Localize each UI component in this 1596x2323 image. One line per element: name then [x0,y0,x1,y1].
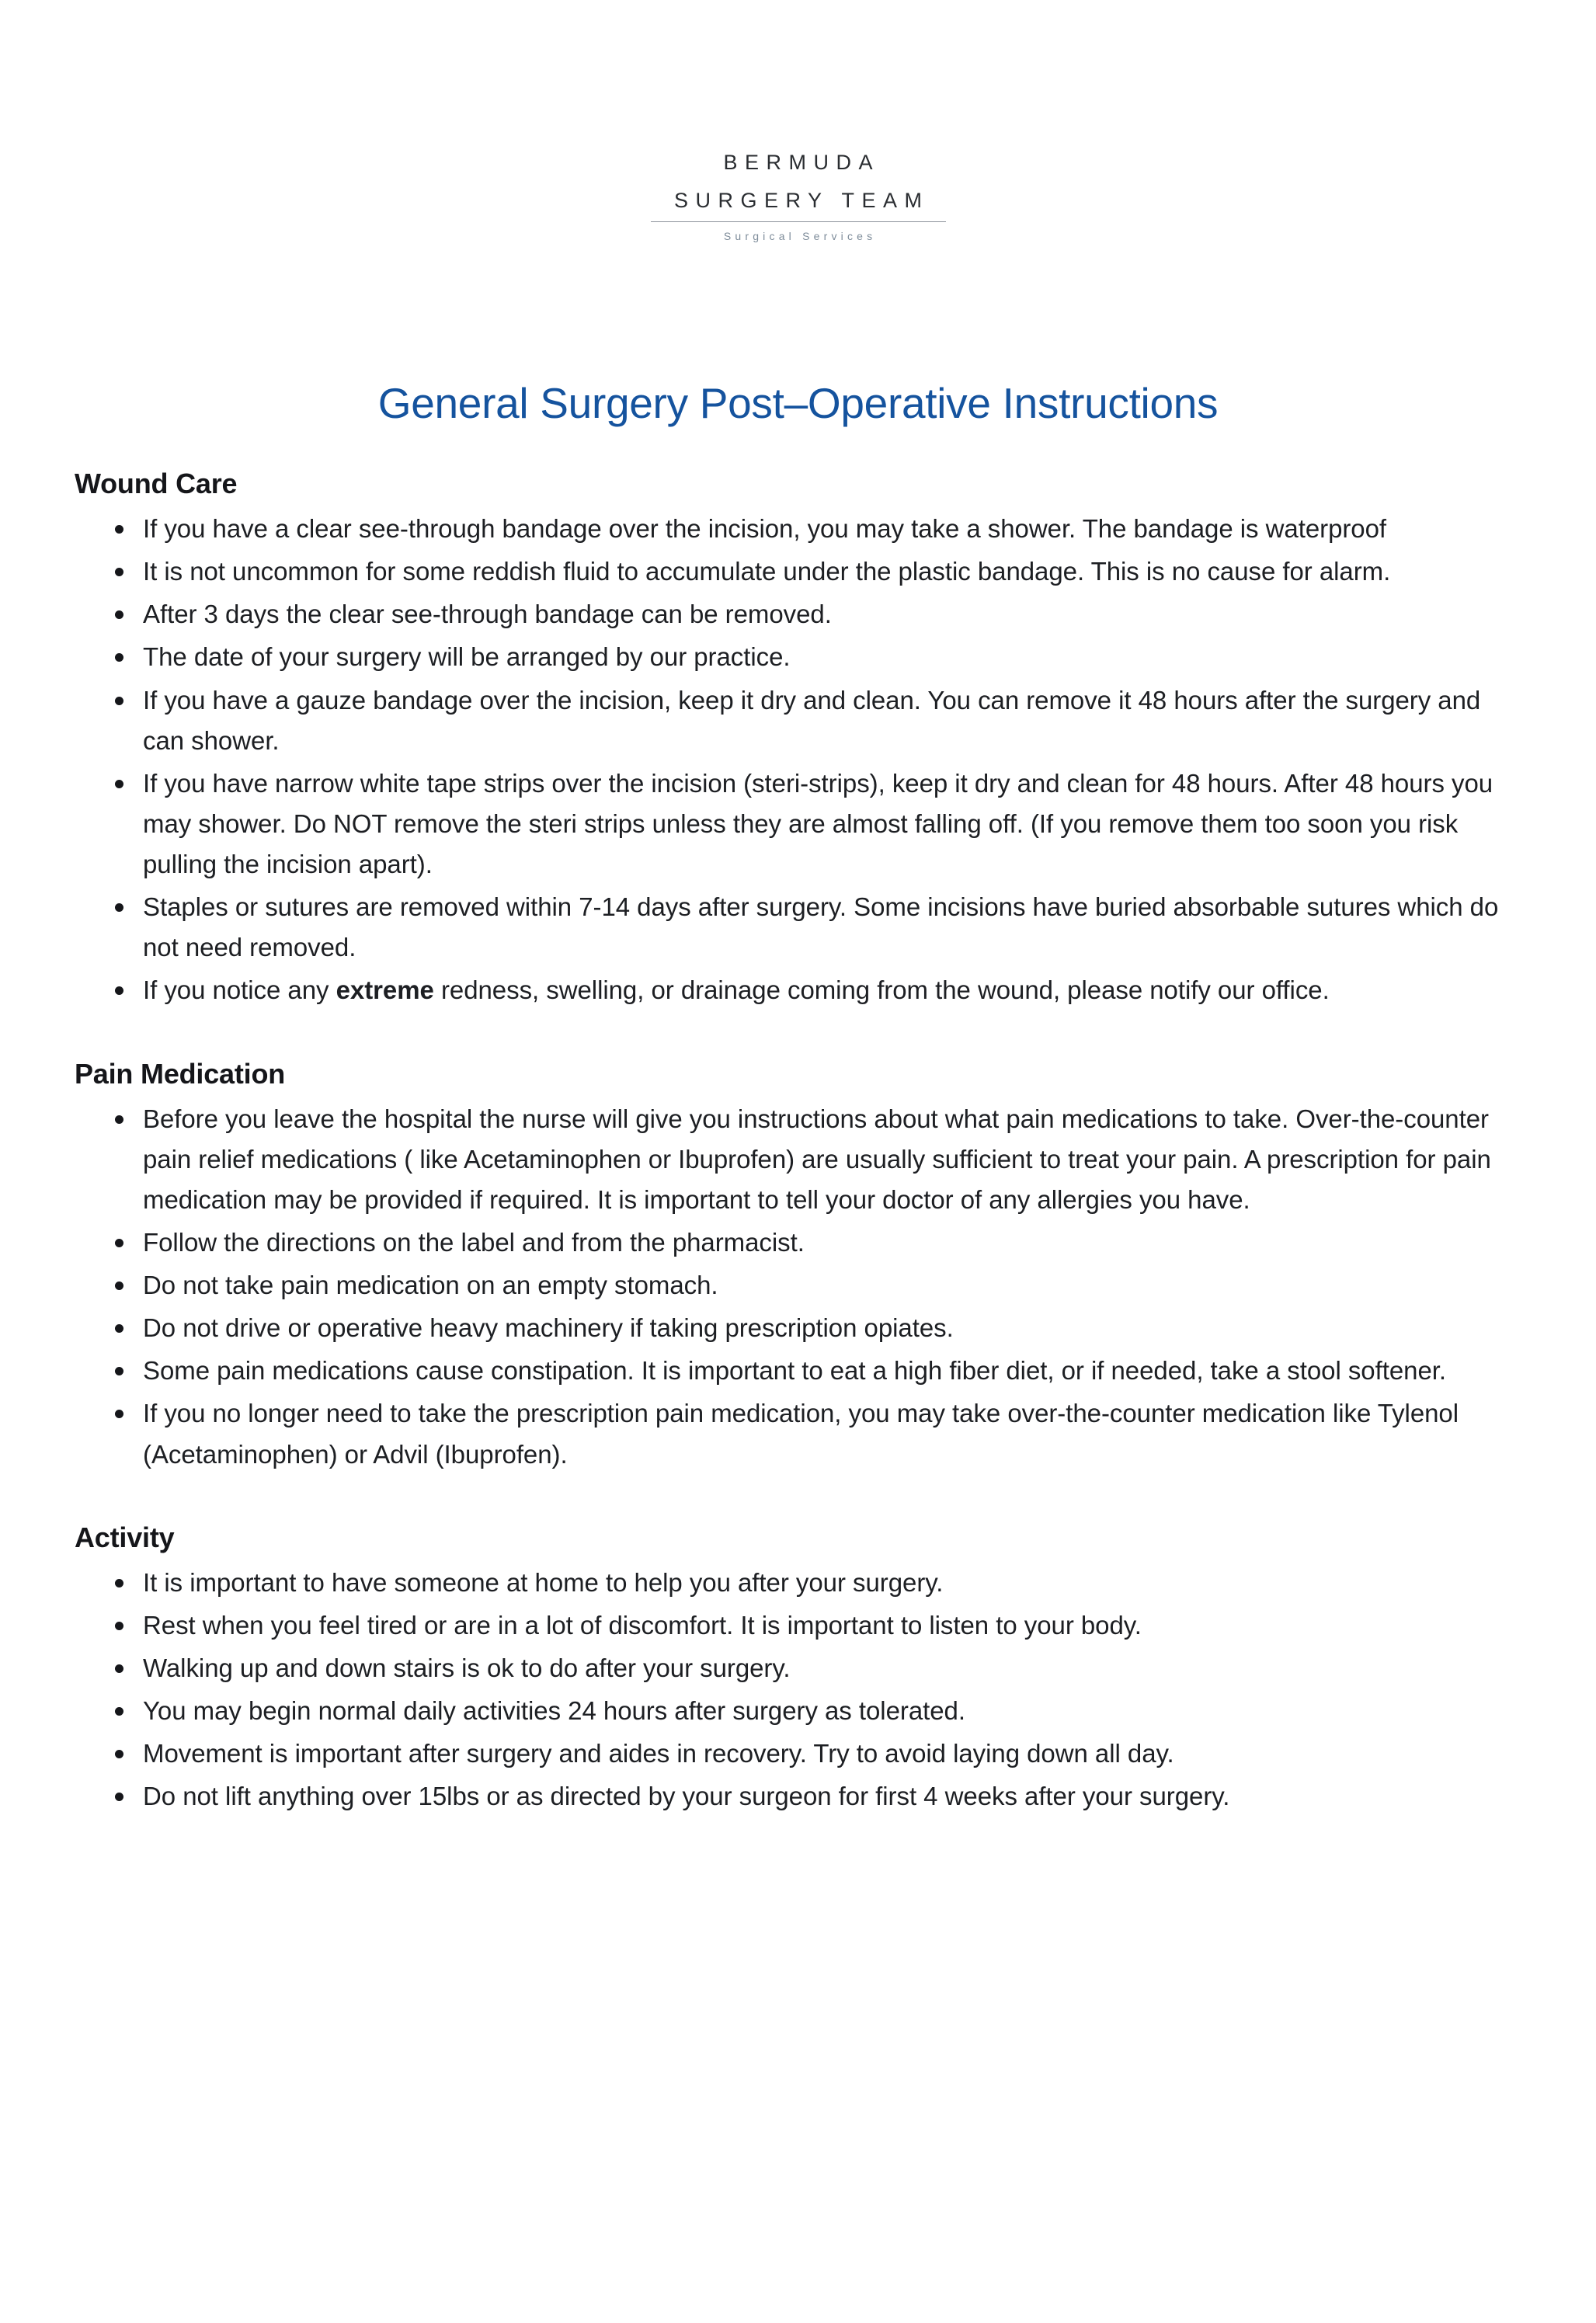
section-heading: Wound Care [75,468,238,499]
bullet-text: If you have a clear see-through bandage over the incision, you may take a shower. The bandage is waterproof [143,514,1387,543]
bullet-item [75,637,1521,677]
bullet-text: Do not take pain medication on an empty stomach. [143,1271,718,1299]
bullet-text: The date of your surgery will be arranged by our practice. [143,642,791,672]
bullet-text: Walking up and down stairs is ok to do after your surgery. [143,1653,791,1682]
bullet-item [75,680,1521,761]
bullet-text: Before you leave the hospital the nurse will give you instructions about what pain medications to take. Over-the-counter pain relief medications ( like Acetaminophen or Ibuprofen) are usually sufficient to treat your pain. A prescription for pain medication may be provided if required. It is important to tell your doctor of any allergies you have. [143,1104,1491,1214]
bullet-text: If you no longer need to take the prescription pain medication, you may take over-the-counter medication like Tylenol (Acetaminophen) or Advil (Ibuprofen). [143,1399,1459,1469]
section-heading: Pain Medication [75,1057,286,1090]
bullet-item [75,594,1521,635]
bullet-text-before: If you notice any [143,975,336,1005]
page-title: General Surgery Post–Operative Instructions [377,379,1219,427]
bullet-text: It is important to have someone at home to help you after your surgery. [143,1567,944,1597]
bullet-text: It is not uncommon for some reddish fluid to accumulate under the plastic bandage. This is no cause for alarm. [143,557,1391,586]
letterhead [0,0,1596,242]
bullet-item [75,1265,1521,1306]
bullet-item [75,763,1521,885]
logo-line-surgery-team: SURGERY TEAM [651,190,946,222]
logo-line-bermuda: BERMUDA [723,151,880,174]
bullet-text: If you have narrow white tape strips over the incision (steri-strips), keep it dry and clean for 48 hours. After 48 hours you may shower. Do NOT remove the steri strips unless they are almost falling off. (If you remove them too soon you risk pulling the incision apart). [143,768,1493,878]
bullet-item [75,887,1521,968]
bullet-emphasis: extreme [336,975,434,1005]
bullet-text: You may begin normal daily activities 24 hours after surgery as tolerated. [143,1696,965,1725]
practice-logo [651,152,946,242]
bullet-text: Some pain medications cause constipation. It is important to eat a high fiber diet, or if needed, take a stool softener. [143,1356,1446,1386]
bullet-item [75,1563,1521,1603]
logo-subtitle-surgical-services: Surgical Services [723,230,877,242]
section-pain-medication [75,1014,1521,1475]
bullet-text: Rest when you feel tired or are in a lot of discomfort. It is important to listen to your body. [143,1610,1142,1640]
bullet-text: Do not lift anything over 15lbs or as directed by your surgeon for first 4 weeks after your surgery. [143,1782,1230,1811]
section-activity [75,1477,1521,1817]
bullet-list [75,509,1521,1011]
bullet-list [75,1563,1521,1817]
bullet-list [75,1099,1521,1475]
bullet-text: Staples or sutures are removed within 7-14 days after surgery. Some incisions have buried absorbable sutures which do not need removed. [143,892,1499,962]
bullet-text-after: redness, swelling, or drainage coming from the wound, please notify our office. [433,975,1330,1005]
bullet-item [75,1222,1521,1263]
bullet-text: If you have a gauze bandage over the incision, keep it dry and clean. You can remove it 48 hours after the surgery and can shower. [143,685,1481,755]
sections-container [75,429,1521,1817]
bullet-item [75,1691,1521,1731]
bullet-text: Follow the directions on the label and from the pharmacist. [143,1227,805,1257]
bullet-item [75,1605,1521,1646]
bullet-item [75,551,1521,592]
section-wound-care [75,429,1521,1011]
document-body [0,429,1596,1817]
bullet-item [75,1648,1521,1688]
bullet-item [75,1308,1521,1348]
bullet-item [75,509,1521,549]
bullet-text: Do not drive or operative heavy machinery if taking prescription opiates. [143,1313,954,1343]
bullet-item [75,970,1521,1010]
bullet-item [75,1393,1521,1474]
bullet-text: Movement is important after surgery and aides in recovery. Try to avoid laying down all day. [143,1739,1174,1768]
bullet-item [75,1776,1521,1817]
section-heading: Activity [75,1521,175,1553]
bullet-item [75,1351,1521,1391]
bullet-item [75,1099,1521,1220]
bullet-item [75,1734,1521,1774]
bullet-text: After 3 days the clear see-through bandage can be removed. [143,600,832,629]
